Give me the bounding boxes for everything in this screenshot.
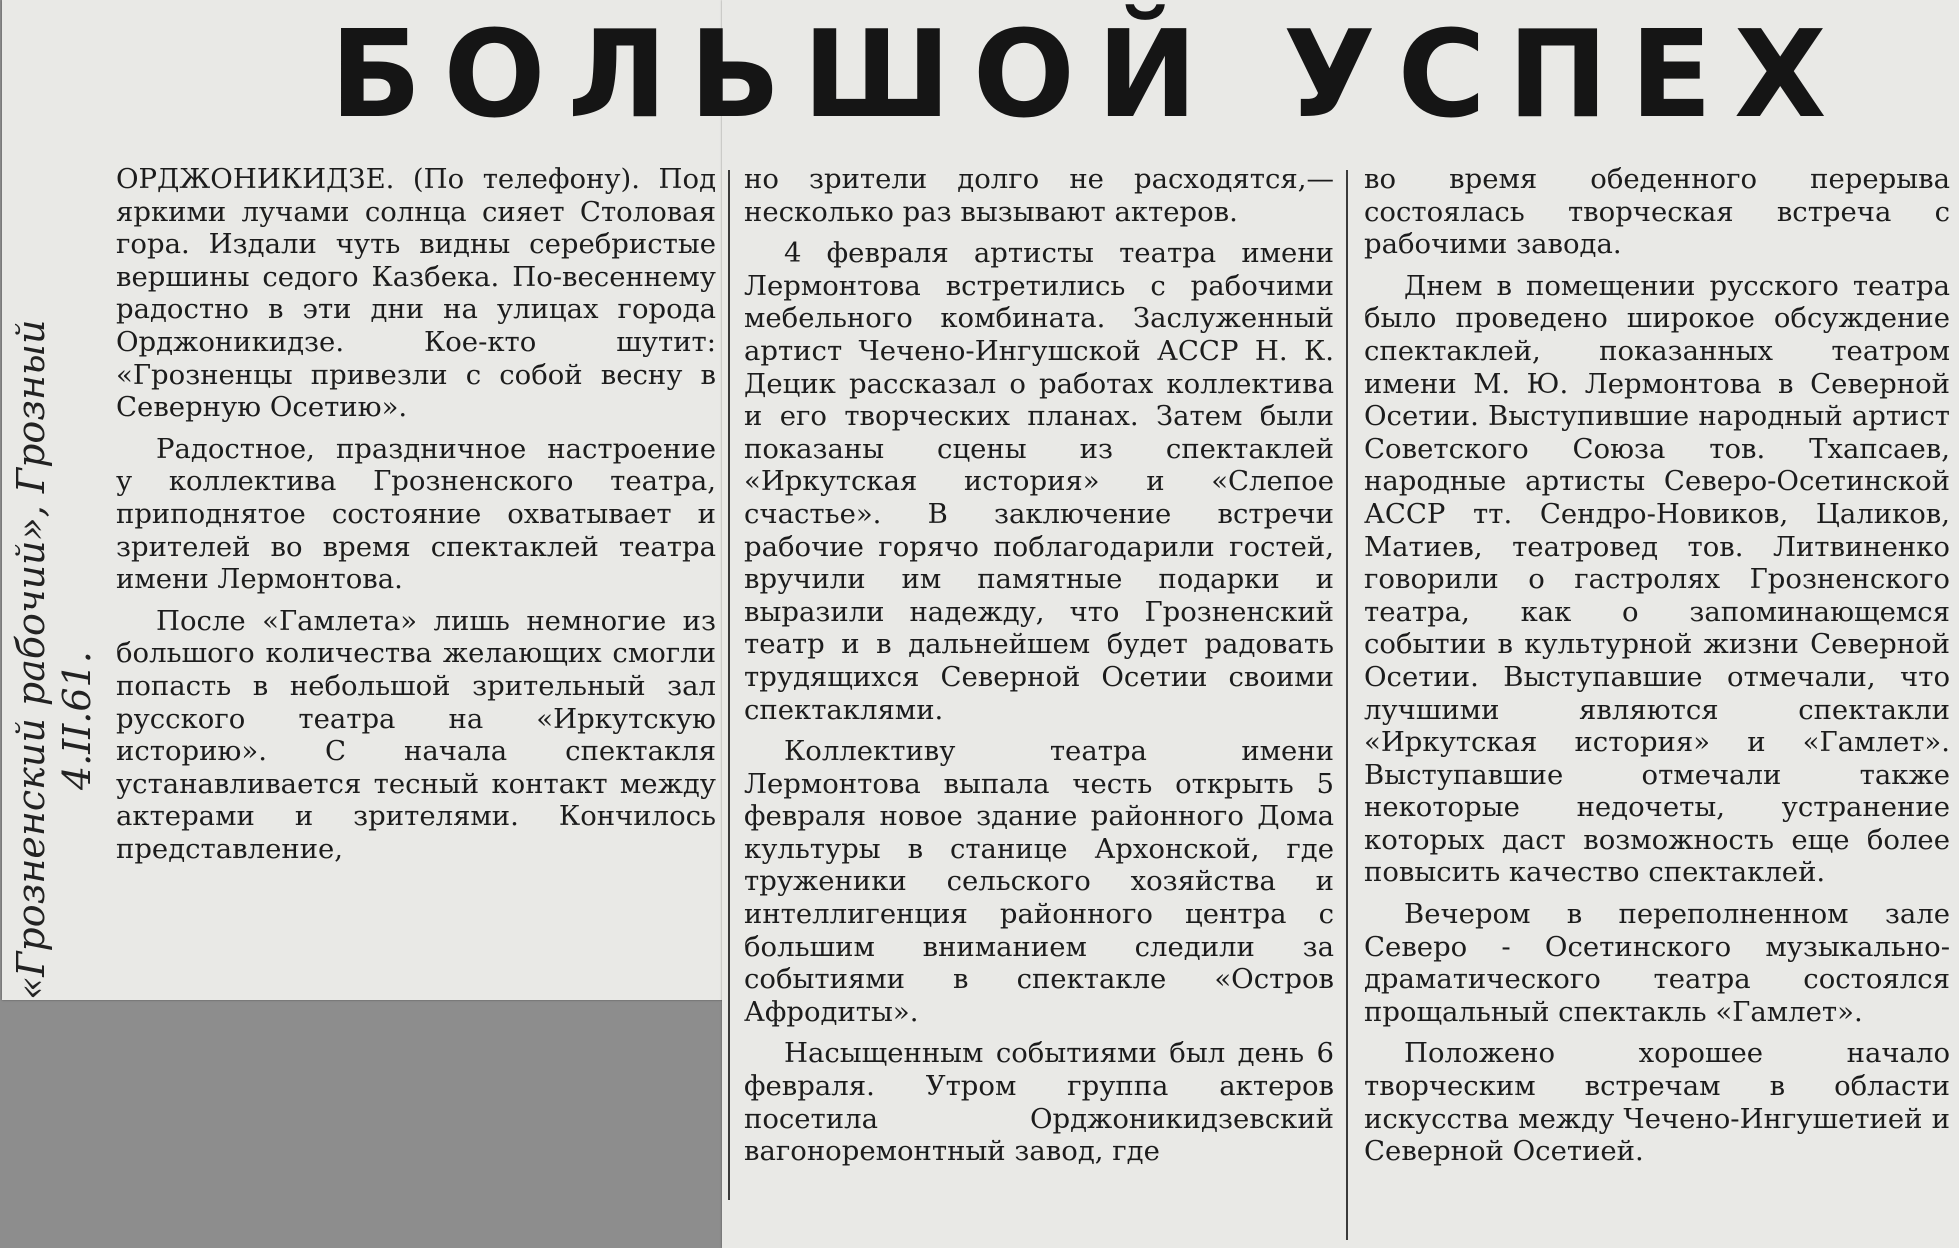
paragraph: ОРДЖОНИКИДЗЕ. (По телефону). Под яркими лучами солнца сияет Столовая гора. Издали чуть видны серебристые вершины седого Казбека. По-весеннему радостно в эти дни на улицах города Орджоникидзе. Кое-кто шутит: «Грозненцы привезли с собой весну в Северную Осетию». [116, 163, 716, 424]
article-column-3 [1364, 163, 1950, 1177]
handwritten-source-line: «Грозненский рабочий», Грозный [9, 319, 53, 1000]
column-divider [728, 170, 730, 1200]
paragraph: но зрители долго не расходятся,— несколько раз вызывают актеров. [744, 163, 1334, 228]
paragraph: 4 февраля артисты театра имени Лермонтова встретились с рабочими мебельного комбината. Заслуженный артист Чечено-Ингушской АССР Н. К. Децик рассказал о работах коллектива и его творческих планах. Затем были показаны сцены из спектаклей «Иркутская история» и «Слепое счастье». В заключение встречи рабочие горячо поблагодарили гостей, вручили им памятные подарки и выразили надежду, что Грозненский театр и в дальнейшем будет радовать трудящихся Северной Осетии своими спектаклями. [744, 237, 1334, 726]
paragraph: Днем в помещении русского театра было проведено широкое обсуждение спектаклей, показанных театром имени М. Ю. Лермонтова в Северной Осетии. Выступившие народный артист Советского Союза тов. Тхапсаев, народные артисты Северо-Осетинской АССР тт. Сендро-Новиков, Цаликов, Матиев, театровед тов. Литвиненко говорили о гастролях Грозненского театра, как о запоминающемся событии в культурной жизни Северной Осетии. Выступавшие отмечали, что лучшими являются спектакли «Иркутская история» и «Гамлет». Выступавшие отмечали также некоторые недочеты, устранение которых даст возможность еще более повысить качество спектаклей. [1364, 269, 1950, 889]
article-column-1 [116, 163, 716, 874]
column-divider [1346, 170, 1348, 1240]
handwritten-annotation [8, 240, 100, 1000]
article-column-2 [744, 163, 1334, 1177]
paragraph: Насыщенным событиями был день 6 февраля. Утром группа актеров посетила Орджоникидзевский вагоноремонтный завод, где [744, 1037, 1334, 1168]
paragraph: Вечером в переполненном зале Северо - Осетинского музыкально-драматического театра состоялся прощальный спектакль «Гамлет». [1364, 898, 1950, 1028]
paragraph: Коллективу театра имени Лермонтова выпала честь открыть 5 февраля новое здание районного Дома культуры в станице Архонской, где труженики сельского хозяйства и интеллигенция районного центра с большим вниманием следили за событиями в спектакле «Остров Афродиты». [744, 735, 1334, 1028]
headline: БОЛЬШОЙ УСПЕХ [330, 6, 1849, 145]
paragraph: во время обеденного перерыва состоялась творческая встреча с рабочими завода. [1364, 163, 1950, 261]
paragraph: После «Гамлета» лишь немногие из большого количества желающих смогли попасть в небольшой зрительный зал русского театра на «Иркутскую историю». С начала спектакля устанавливается тесный контакт между актерами и зрителями. Кончилось представление, [116, 604, 716, 865]
paragraph: Радостное, праздничное настроение у коллектива Грозненского театра, приподнятое состояние охватывает и зрителей во время спектаклей театра имени Лермонтова. [116, 432, 716, 596]
handwritten-date-line: 4.II.61. [55, 651, 99, 790]
paragraph: Положено хорошее начало творческим встречам в области искусства между Чечено-Ингушетией и Северной Осетией. [1364, 1037, 1950, 1168]
